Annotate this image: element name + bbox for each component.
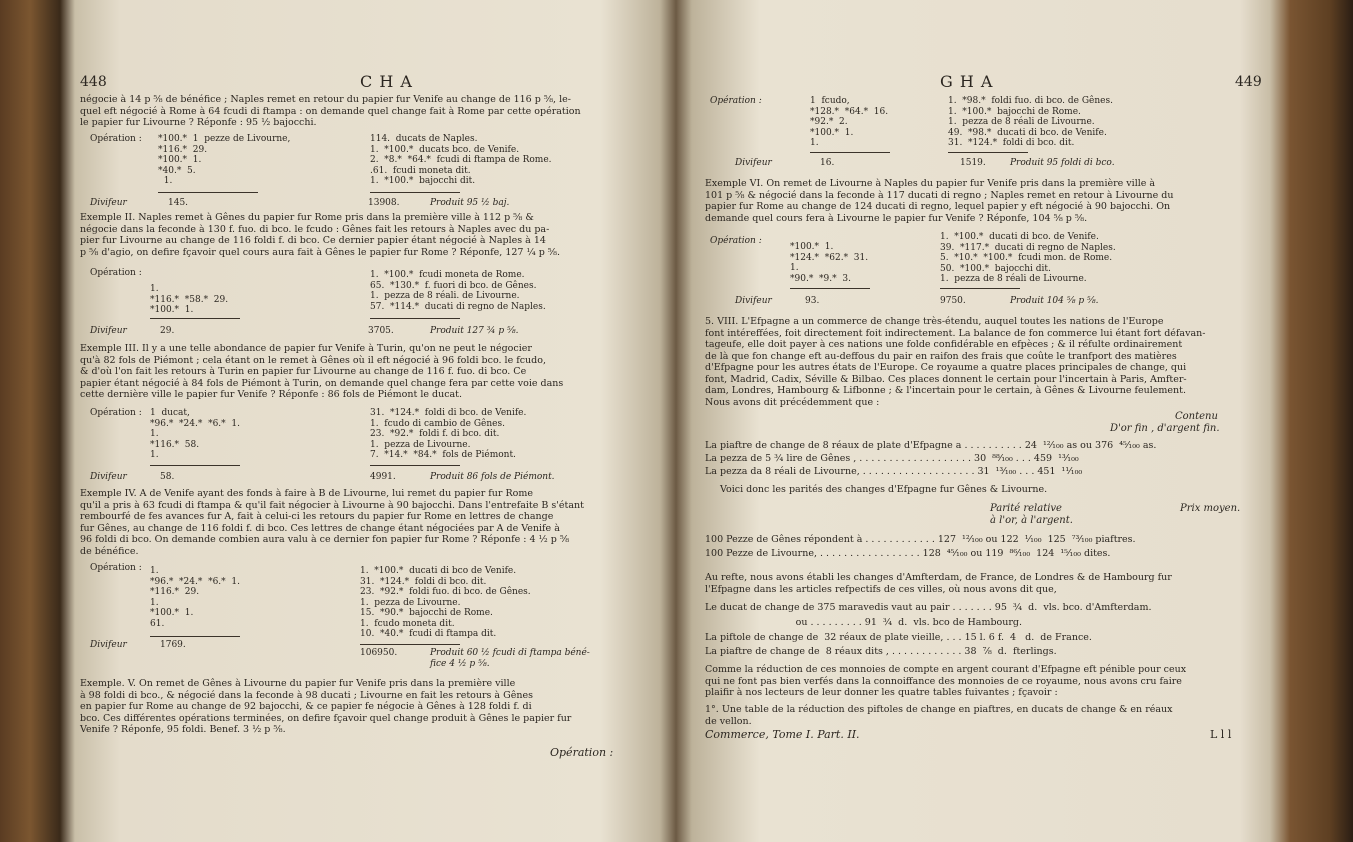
divider <box>360 644 460 645</box>
text-line: qu'à 82 fols de Piémont ; cela étant on le remet à Gênes où il eft négocié à 96 foldi bco. le fcudo, <box>80 354 547 366</box>
text-line: d'Efpagne pour les autres états de l'Europe. Ce royaume a quatre places principales de change, qui <box>705 362 1187 373</box>
example-2 <box>80 212 640 258</box>
total-value: 4991. <box>370 472 396 482</box>
text-line: qu'il a pris à 63 fcudi di ftampa & qu'il fait négocier à Livourne à 90 bajocchi. Dans l'entrefaite B s'étant <box>80 499 584 511</box>
text-line: en papier fur Rome au change de 92 bajocchi, & ce papier fe négocie à Gênes à 128 foldi f. di <box>80 701 532 712</box>
text-line: 101 p ⅝ & négocié dans la feconde à 117 ducati di regno ; Naples remet en retour à Livourne du <box>705 189 1174 201</box>
text-line: papier étant négocié à 84 fols de Piémont à Turin, on demande quel change fera par cette voie dans <box>80 377 564 389</box>
operation-right-column: 1. *100.* ducati di bco. de Venife. 39. *117.* ducati di regno de Naples. 5. *10.* *100.* fcudi mon. de Rome. 50. *100.* bajocchi dit. 1. pezza de 8 réali de Livourne. <box>940 232 1116 284</box>
intro-paragraph <box>80 94 640 129</box>
text-line: plaifir à nos lecteurs de leur donner les quatre tables fuivantes ; fçavoir : <box>705 687 1058 698</box>
text-line: dam, Londres, Hambourg & Lifbonne ; & l'incertain pour le certain, à Gênes & Livourne feulement. <box>705 385 1186 396</box>
text-line: négocie à 14 p ⅝ de bénéfice ; Naples remet en retour du papier fur Venife au change de 116 p ⅝, le- <box>80 94 571 105</box>
text-line: Comme la réduction de ces monnoies de compte en argent courant d'Efpagne eft pénible pour ceux <box>705 664 1187 675</box>
page-number: 448 <box>80 74 107 90</box>
divider <box>940 288 1020 289</box>
text-line: & d'où l'on fait les retours à Turin en papier fur Livourne au change de 116 f. fuo. di bco. Ce <box>80 366 527 377</box>
divider <box>150 636 240 637</box>
ducat-row: Le ducat de change de 375 maravedis vaut au pair . . . . . . . 95 ¾ d. vls. bco. d'Amfterdam. <box>705 602 1152 613</box>
example-3 <box>80 343 640 401</box>
operation-right-column: 1. *100.* fcudi moneta de Rome. 65. *130.* f. fuori di bco. de Gênes. 1. pezza de 8 réali. de Livourne. 57. *114.* ducati di regno de Naples. <box>370 270 546 312</box>
left-page <box>70 0 670 842</box>
text-line: cette dernière ville le papier fur Venife ? Réponfe : 86 fols de Piémont le ducat. <box>80 389 463 400</box>
text-line: Exemple III. Il y a une telle abondance de papier fur Venife à Turin, qu'on ne peut le négocier <box>80 343 532 354</box>
text-line: de bénéfice. <box>80 545 139 557</box>
operation-label: Opération : <box>90 134 142 144</box>
text-line: tageufe, elle doit payer à ces nations une folde confidérable en efpèces ; & il réfulte ordinairement <box>705 339 1183 350</box>
operation-right-column: 1. *100.* ducati di bco de Venife. 31. *124.* foldi di bco. dit. 23. *92.* foldi fuo. di bco. de Gênes. 1. pezza de Livourne. 15. *90.* bajocchi de Rome. 1. fcudo moneta dit. 10. *40.* fcudi di ftampa dit. <box>360 566 531 639</box>
text-line: font, Madrid, Cadix, Séville & Bilbao. Ces places donnent le certain pour l'incertain à Paris, Amfter- <box>705 373 1187 385</box>
example-6 <box>705 178 1260 224</box>
operation-left-column: 1 fcudo, *128.* *64.* 16. *92.* 2. *100.* 1. 1. <box>810 96 889 148</box>
divisor-value: 29. <box>160 326 175 336</box>
text-line: le papier fur Livourne ? Réponfe : 95 ½ bajocchi. <box>80 117 317 128</box>
contenu-row: La pezza de 5 ¾ lire de Gênes , . . . . . . . . . . . . . . . . . . . 30 ⁸⁸⁄₁₀₀ . . . 459 ¹³⁄₁₀₀ <box>705 453 1079 464</box>
operation-left-column: 1 ducat, *96.* *24.* *6.* 1. 1. *116.* 58. 1. <box>150 408 240 460</box>
text-line: rembourfé de fes avances fur A, fait à celui-ci les retours du papier fur Rome en lettres de change <box>80 511 554 522</box>
footer-title: Commerce, Tome I. Part. II. <box>705 728 860 741</box>
parity-row: 100 Pezze de Gênes répondent à . . . . . . . . . . . . 127 ¹²⁄₁₀₀ ou 122 ¹⁄₁₀₀ 125 ⁷³⁄₁₀₀ piaftres. <box>705 534 1136 545</box>
ducat-row: ou . . . . . . . . . 91 ¾ d. vls. bco de Hambourg. <box>705 617 1023 628</box>
result-text: Produit 104 ⅝ p ⅝. <box>1010 296 1099 306</box>
ducat-row: La piftole de change de 32 réaux de plate vieille, . . . 15 l. 6 f. 4 d. de France. <box>705 632 1092 643</box>
parity-heading: Parité relative <box>990 503 1062 514</box>
text-line: pier fur Livourne au change de 116 foldi f. di bco. Ce dernier papier étant négocié à Naples à 14 <box>80 235 546 246</box>
operation-left-column: 1. *96.* *24.* *6.* 1. *116.* 29. 1. *100.* 1. 61. <box>150 566 240 629</box>
text-line: p ⅝ d'agio, on defire fçavoir quel cours aura fait à Gênes le papier fur Rome ? Réponfe, 127 ¼ p ⅝. <box>80 246 561 258</box>
reste-paragraph <box>705 572 1260 595</box>
text-line: Exemple VI. On remet de Livourne à Naples du papier fur Venife pris dans la première ville à <box>705 178 1156 189</box>
text-line: qui ne font pas bien verfés dans la connoiffance des monnoies de ce royaume, nous avons cru faire <box>705 675 1182 687</box>
operation-label: Opération : <box>710 96 762 106</box>
ducat-row: La piaftre de change de 8 réaux dits , . . . . . . . . . . . . 38 ⅞ d. fterlings. <box>705 646 1057 657</box>
contenu-row: La piaftre de change de 8 réaux de plate d'Efpagne a . . . . . . . . . . 24 ¹²⁄₁₀₀ as ou 376 ⁴⁵⁄₁₀₀ as. <box>705 440 1157 451</box>
divider <box>948 152 1028 153</box>
divisor-label: Divifeur <box>90 326 127 336</box>
signature-mark: L l l <box>1210 728 1232 741</box>
text-line: l'Efpagne dans les articles refpectifs de ces villes, où nous avons dit que, <box>705 583 1057 595</box>
running-head: C H A <box>360 72 413 91</box>
divider <box>150 465 240 466</box>
contenu-heading: Contenu <box>1175 411 1218 422</box>
total-value: 106950. <box>360 648 398 658</box>
operation-left-column: 1. *116.* *58.* 29. *100.* 1. <box>150 284 229 315</box>
divider <box>370 192 460 193</box>
text-line: bco. Ces différentes opérations terminées, on defire fçavoir quel change produit à Gênes le papier fur <box>80 712 572 724</box>
divisor-label: Divifeur <box>735 296 772 306</box>
divider <box>370 318 460 319</box>
text-line: 1°. Une table de la réduction des piftoles de change en piaftres, en ducats de change & en réaux <box>705 704 1173 715</box>
divisor-value: 16. <box>820 158 835 168</box>
divider <box>158 192 258 193</box>
divisor-label: Divifeur <box>90 198 127 208</box>
text-line: Exemple IV. A de Venife ayant des fonds à faire à B de Livourne, lui remet du papier fur Rome <box>80 488 533 499</box>
text-line: à 98 foldi di bco., & négocié dans la feconde à 98 ducati ; Livourne en fait les retours à Gênes <box>80 689 533 701</box>
right-page <box>690 0 1275 842</box>
average-price-heading: Prix moyen. <box>1180 503 1241 514</box>
divisor-label: Divifeur <box>735 158 772 168</box>
text-line: Nous avons dit précédemment que : <box>705 396 880 408</box>
running-head: G H A <box>940 72 994 91</box>
text-line: Au refte, nous avons établi les changes d'Amfterdam, de France, de Londres & de Hambourg fur <box>705 572 1172 583</box>
text-line: papier fur Rome au change de 124 ducati di regno, lequel papier y eft négocié à 90 bajocchi. On <box>705 201 1171 212</box>
divider <box>790 288 870 289</box>
operation-right-column: 1. *98.* foldi fuo. di bco. de Gênes. 1. *100.* bajocchi de Rome. 1. pezza de 8 réali de Livourne. 49. *98.* ducati di bco. de Venife. 31. *124.* foldi di bco. dit. <box>948 96 1113 148</box>
text-line: de vellon. <box>705 715 752 727</box>
total-value: 13908. <box>368 198 400 208</box>
divider <box>150 318 240 319</box>
text-line: font intéreffées, foit directement foit indirectement. La balance de fon commerce lui étant fort défavan- <box>705 327 1206 339</box>
parity-intro: Voici donc les parités des changes d'Efpagne fur Gênes & Livourne. <box>720 484 1048 495</box>
divisor-label: Divifeur <box>90 472 127 482</box>
text-line: de là que fon change eft au-deffous du pair en raifon des frais que coûte le tranfport des matières <box>705 350 1177 362</box>
text-line: Exemple II. Naples remet à Gênes du papier fur Rome pris dans la première ville à 112 p ⅝ & <box>80 212 534 223</box>
result-text: Produit 127 ¾ p ⅝. <box>430 326 519 336</box>
divisor-value: 1769. <box>160 640 186 650</box>
text-line: fur Gênes, au change de 116 foldi f. di bco. Ces lettres de change étant négociées par A de Venife à <box>80 522 560 534</box>
divisor-label: Divifeur <box>90 640 127 650</box>
result-text: Produit 95 foldi di bco. <box>1010 158 1115 168</box>
divider <box>810 152 890 153</box>
text-line: 5. VIII. L'Efpagne a un commerce de change très-étendu, auquel toutes les nations de l'Europe <box>705 316 1164 327</box>
catchword: Opération : <box>550 746 614 759</box>
section-5-viii <box>705 316 1260 408</box>
item-1-paragraph <box>705 704 1260 727</box>
operation-label: Opération : <box>710 236 762 246</box>
text-line: demande quel cours fera à Livourne le papier fur Venife ? Réponfe, 104 ⅝ p ⅝. <box>705 212 1088 224</box>
text-line: Venife ? Réponfe, 95 foldi. Benef. 3 ½ p ⅝. <box>80 724 286 735</box>
total-value: 9750. <box>940 296 966 306</box>
divisor-value: 58. <box>160 472 175 482</box>
operation-right-column: 114. ducats de Naples. 1. *100.* ducats bco. de Venife. 2. *8.* *64.* fcudi di ftampa de Rome. .61. fcudi moneta dit. 1. *100.* bajocchi dit. <box>370 134 552 186</box>
total-value: 1519. <box>960 158 986 168</box>
result-text: Produit 60 ½ fcudi di ftampa béné- fice 4 ½ p ⅝. <box>430 648 590 669</box>
operation-label: Opération : <box>90 563 142 573</box>
comme-paragraph <box>705 664 1260 699</box>
parity-subheading: à l'or, à l'argent. <box>990 515 1073 526</box>
operation-label: Opération : <box>90 408 142 418</box>
contenu-row: La pezza da 8 réali de Livourne, . . . . . . . . . . . . . . . . . . . 31 ¹³⁄₁₀₀ . . . 451 ¹¹⁄₁₀₀ <box>705 466 1083 477</box>
text-line: 96 foldi di bco. On demande combien aura valu à ce dernier fon papier fur Rome ? Réponfe : 4 ½ p ⅝ <box>80 534 570 545</box>
total-value: 3705. <box>368 326 394 336</box>
example-5 <box>80 678 640 736</box>
page-number: 449 <box>1235 74 1262 90</box>
result-text: Produit 95 ½ baj. <box>430 198 510 208</box>
text-line: Exemple. V. On remet de Gênes à Livourne du papier fur Venife pris dans la première ville <box>80 678 516 689</box>
divisor-value: 93. <box>805 296 820 306</box>
divisor-value: 145. <box>168 198 189 208</box>
text-line: quel eft négocié à Rome à 64 fcudi di ftampa : on demande quel change fait à Rome par cette opération <box>80 105 581 117</box>
operation-left-column: *100.* 1 pezze de Livourne, *116.* 29. *100.* 1. *40.* 5. 1. <box>158 134 291 186</box>
example-4 <box>80 488 640 557</box>
result-text: Produit 86 fols de Piémont. <box>430 472 555 482</box>
operation-right-column: 31. *124.* foldi di bco. de Venife. 1. fcudo di cambio de Gênes. 23. *92.* foldi f. di bco. dit. 1. pezza de Livourne. 7. *14.* *84.* fols de Piémont. <box>370 408 527 460</box>
contenu-subheading: D'or fin , d'argent fin. <box>1110 423 1220 434</box>
divider <box>370 465 460 466</box>
parity-row: 100 Pezze de Livourne, . . . . . . . . . . . . . . . . . 128 ⁴⁵⁄₁₀₀ ou 119 ⁸⁶⁄₁₀₀ 124 ¹⁵⁄₁₀₀ dites. <box>705 548 1111 559</box>
operation-label: Opération : <box>90 268 142 278</box>
text-line: négocie dans la feconde à 130 f. fuo. di bco. le fcudo : Gênes fait les retours à Naples avec du pa- <box>80 223 550 235</box>
operation-left-column: *100.* 1. *124.* *62.* 31. 1. *90.* *9.* 3. <box>790 242 869 284</box>
